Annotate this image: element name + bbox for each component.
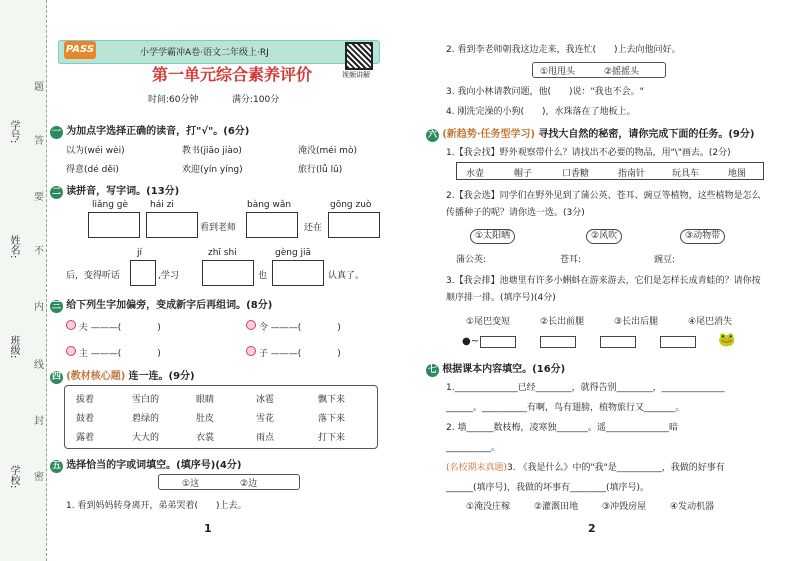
sentence-text: 认真了。 <box>328 271 365 281</box>
fill-sentence[interactable]: 4. 刚洗完澡的小狗( )，水珠落在了地板上。 <box>446 107 636 117</box>
fill-piece: 已经 <box>517 383 536 393</box>
match-word[interactable]: 衣裳 <box>196 433 215 443</box>
class-label: 班级: <box>8 335 19 359</box>
section-title: 选择恰当的字或词填空。(填序号)(4分) <box>66 460 242 471</box>
radical-item[interactable]: 令 ———( ) <box>246 320 341 333</box>
name-label: 姓名: <box>8 235 19 259</box>
fill-piece: 2. 墙 <box>446 423 467 433</box>
qr-caption: 视频讲解 <box>342 71 370 79</box>
section-number: 七 <box>427 365 437 375</box>
page-number: 1 <box>204 522 212 535</box>
base-char: 令 <box>258 323 268 333</box>
pronunciation-item[interactable]: 欢迎(yín yíng) <box>182 165 243 175</box>
fill-text[interactable]: ______(填序号)，我做的坏事有________(填序号)。 <box>446 483 650 493</box>
writing-box[interactable] <box>246 212 298 238</box>
match-word[interactable]: 大大的 <box>132 433 160 443</box>
sentence-text: 后，变得听话 <box>66 271 121 281</box>
radical-item[interactable]: 夫 ———( ) <box>66 320 161 333</box>
section-title: 给下列生字加偏旁，变成新字后再组词。(8分) <box>66 300 273 311</box>
section-3-heading <box>50 296 272 313</box>
fill-piece: (填序号)。 <box>606 483 650 493</box>
pronunciation-item[interactable]: 教书(jiāo jiào) <box>182 146 242 156</box>
tadpole-icon: ●~ <box>462 336 480 347</box>
item-word[interactable]: 水壶 <box>466 169 485 179</box>
section-5-heading <box>50 456 241 473</box>
section-1-heading <box>50 122 249 139</box>
fill-label[interactable]: 苍耳: <box>560 255 582 265</box>
match-word[interactable]: 雪白的 <box>132 395 160 405</box>
section-tag: (新趋势·任务型学习) <box>442 129 536 140</box>
match-word[interactable]: 碧绿的 <box>132 414 160 424</box>
pronunciation-item[interactable]: 淹没(méi mò) <box>298 146 357 156</box>
sentence-text: 也 <box>258 271 268 281</box>
pronunciation-item[interactable]: 以为(wéi wèi) <box>66 146 125 156</box>
section-number: 四 <box>51 372 61 382</box>
sentence-text: 还在 <box>304 223 323 233</box>
section-tag: (名校期末真题) <box>446 463 508 473</box>
match-word[interactable]: 落下来 <box>318 414 346 424</box>
series-title: 小学学霸冲A卷·语文二年级上·RJ <box>140 48 269 58</box>
match-word[interactable]: 鼓着 <box>76 414 95 424</box>
option: ①淹没庄稼 <box>466 502 511 512</box>
match-word[interactable]: 打下来 <box>318 433 346 443</box>
fold-mark: 内 <box>34 302 44 313</box>
match-word[interactable]: 雪花 <box>256 414 275 424</box>
fill-piece: 3. 《我是什么》中的"我"是 <box>507 463 617 473</box>
option: ①这 <box>182 479 200 489</box>
item-word[interactable]: 口香糖 <box>562 169 590 179</box>
base-char: 子 <box>258 349 268 359</box>
fill-piece: 。 <box>491 443 501 453</box>
match-word[interactable]: 肚皮 <box>196 414 215 424</box>
sentence-text: ,学习 <box>158 271 179 281</box>
pinyin-label: bàng wǎn <box>247 200 292 210</box>
fill-sentence[interactable]: 1. 看到妈妈转身离开，弟弟哭着( )上去。 <box>66 501 247 511</box>
writing-box[interactable] <box>146 212 198 238</box>
fill-piece: ，就得告别 <box>571 383 617 393</box>
fill-piece: 。 <box>473 403 483 413</box>
section-4-heading <box>50 367 195 384</box>
section-number: 六 <box>427 130 437 140</box>
flower-icon <box>66 346 76 356</box>
options-box <box>158 474 300 490</box>
flower-icon <box>246 346 256 356</box>
fold-mark: 不 <box>34 246 44 257</box>
match-word[interactable]: 冰雹 <box>256 395 275 405</box>
sequence-box[interactable] <box>660 336 696 348</box>
section-title: 为加点字选择正确的读音，打"√"。(6分) <box>66 126 250 137</box>
pinyin-label: gōng zuò <box>330 200 372 210</box>
fill-sentence[interactable]: 2. 看到李老师朝我这边走来，我连忙( )上去向他问好。 <box>446 45 681 55</box>
fill-piece: ， <box>652 383 662 393</box>
pinyin-label: liǎng gè <box>92 200 129 210</box>
fill-piece: ，我做的好事有 <box>661 463 725 473</box>
task-text: 3.【我会排】池塘里有许多小蝌蚪在游来游去，它们是怎样长成青蛙的？请你按顺序排一排。(填序号)(4分) <box>446 276 761 303</box>
stage-option: ①尾巴变短 <box>466 317 511 327</box>
match-word[interactable]: 露着 <box>76 433 95 443</box>
option-chip: ③动物带 <box>680 229 725 244</box>
section-7-heading <box>426 360 565 377</box>
option: ①甩甩头 <box>540 67 576 77</box>
exam-time: 时间:60分钟 <box>148 95 199 105</box>
section-tag: (教材核心题) <box>66 371 126 382</box>
sequence-box[interactable] <box>480 336 516 348</box>
school-label: 学校: <box>8 465 19 489</box>
option: ②边 <box>240 479 258 489</box>
fill-piece: 有啊，鸟有翅膀，植物旅行又 <box>527 403 645 413</box>
stage-option: ④尾巴消失 <box>688 317 733 327</box>
section-number: 五 <box>51 461 61 471</box>
frog-icon: 🐸 <box>718 332 736 348</box>
fill-text[interactable]: 2. 墙______数枝梅，凌寒独_______。遥______________暗 <box>446 423 678 433</box>
match-word[interactable]: 飘下来 <box>318 395 346 405</box>
item-word[interactable]: 帽子 <box>514 169 533 179</box>
pronunciation-item[interactable]: 得意(dé děi) <box>66 165 119 175</box>
fold-mark: 要 <box>34 192 44 203</box>
fill-piece: (填序号)，我做的坏事有 <box>473 483 571 493</box>
option-chip: ①太阳晒 <box>470 229 515 244</box>
option: ④发动机器 <box>670 502 715 512</box>
fill-sentence[interactable]: 3. 我向小林请教问题，他( )说："我也不会。" <box>446 87 644 97</box>
item-word[interactable]: 指南针 <box>618 169 646 179</box>
stage-option: ③长出后腿 <box>614 317 659 327</box>
sentence-text: 看到老师 <box>200 223 237 233</box>
section-number: 三 <box>51 301 61 311</box>
item-word[interactable]: 地图 <box>728 169 747 179</box>
match-word[interactable]: 拔着 <box>76 395 95 405</box>
fill-text[interactable]: __________。 <box>446 443 501 453</box>
section-6-heading <box>426 125 754 142</box>
radical-item[interactable]: 主 ———( ) <box>66 346 161 359</box>
option: ②灌溉田地 <box>534 502 579 512</box>
section-title: 根据课本内容填空。(16分) <box>442 364 566 375</box>
pinyin-label: gèng jiā <box>275 248 312 258</box>
option-chip: ②风吹 <box>586 229 622 244</box>
flower-icon <box>246 320 256 330</box>
fold-mark: 线 <box>34 360 44 371</box>
radical-item[interactable]: 子 ———( ) <box>246 346 341 359</box>
sequence-box[interactable] <box>600 336 636 348</box>
pinyin-label: jí <box>137 248 143 258</box>
match-word[interactable]: 雨点 <box>256 433 275 443</box>
section-2-heading <box>50 182 179 199</box>
writing-box[interactable] <box>328 212 380 238</box>
task-text: 1.【我会找】野外观察带什么？请找出不必要的物品，用"\"画去。(2分) <box>446 148 731 158</box>
writing-box[interactable] <box>88 212 140 238</box>
section-title: 寻找大自然的秘密，请你完成下面的任务。(9分) <box>538 129 755 140</box>
item-word[interactable]: 玩具车 <box>672 169 700 179</box>
section-number: 一 <box>51 127 61 137</box>
pinyin-label: zhī shi <box>208 248 237 258</box>
fill-text[interactable]: (名校期末真题)3. 《我是什么》中的"我"是__________，我做的好事有 <box>446 463 725 473</box>
fold-mark: 答 <box>34 136 44 147</box>
match-word[interactable]: 眼睛 <box>196 395 215 405</box>
page-title: 第一单元综合素养评价 <box>151 65 312 84</box>
page-number: 2 <box>588 522 596 535</box>
flower-icon <box>66 320 76 330</box>
base-char: 主 <box>78 349 88 359</box>
writing-box[interactable] <box>272 260 324 286</box>
fill-piece: 数枝梅，凌寒独 <box>493 423 557 433</box>
writing-box[interactable] <box>130 260 156 286</box>
section-title: 读拼音，写字词。(13分) <box>66 186 180 197</box>
base-char: 夫 <box>78 323 88 333</box>
fill-label[interactable]: 豌豆: <box>654 255 676 265</box>
fold-mark: 封 <box>34 416 44 427</box>
items-bar <box>456 162 764 180</box>
sequence-box[interactable] <box>540 336 576 348</box>
stage-option: ②长出前腿 <box>540 317 585 327</box>
full-score: 满分:100分 <box>232 95 280 105</box>
brand-logo: PASS <box>64 41 96 59</box>
pinyin-label: hái zi <box>150 200 174 210</box>
fold-mark: 密 <box>34 472 44 483</box>
fill-piece: 。遥 <box>587 423 606 433</box>
option: ③冲毁房屋 <box>602 502 647 512</box>
fill-piece: 暗 <box>668 423 678 433</box>
writing-box[interactable] <box>202 260 254 286</box>
fill-piece: 1. <box>446 383 455 393</box>
option: ②摇摇头 <box>604 67 640 77</box>
student-id-label: 学号: <box>8 120 19 144</box>
section-number: 二 <box>51 187 61 197</box>
section-title: 连一连。(9分) <box>128 371 195 382</box>
fill-text[interactable]: ______。__________有啊，鸟有翅膀，植物旅行又_______。 <box>446 403 685 413</box>
fill-text[interactable]: 1.______________已经________，就得告别________，______________ <box>446 383 725 393</box>
fill-label[interactable]: 蒲公英: <box>456 255 487 265</box>
task-text: 2.【我会选】同学们在野外见到了蒲公英、苍耳、豌豆等植物，这些植物是怎么传播种子的呢？请你选一选。(3分) <box>446 191 761 218</box>
fold-mark: 题 <box>34 82 44 93</box>
pronunciation-item[interactable]: 旅行(lǚ lǔ) <box>298 165 343 175</box>
